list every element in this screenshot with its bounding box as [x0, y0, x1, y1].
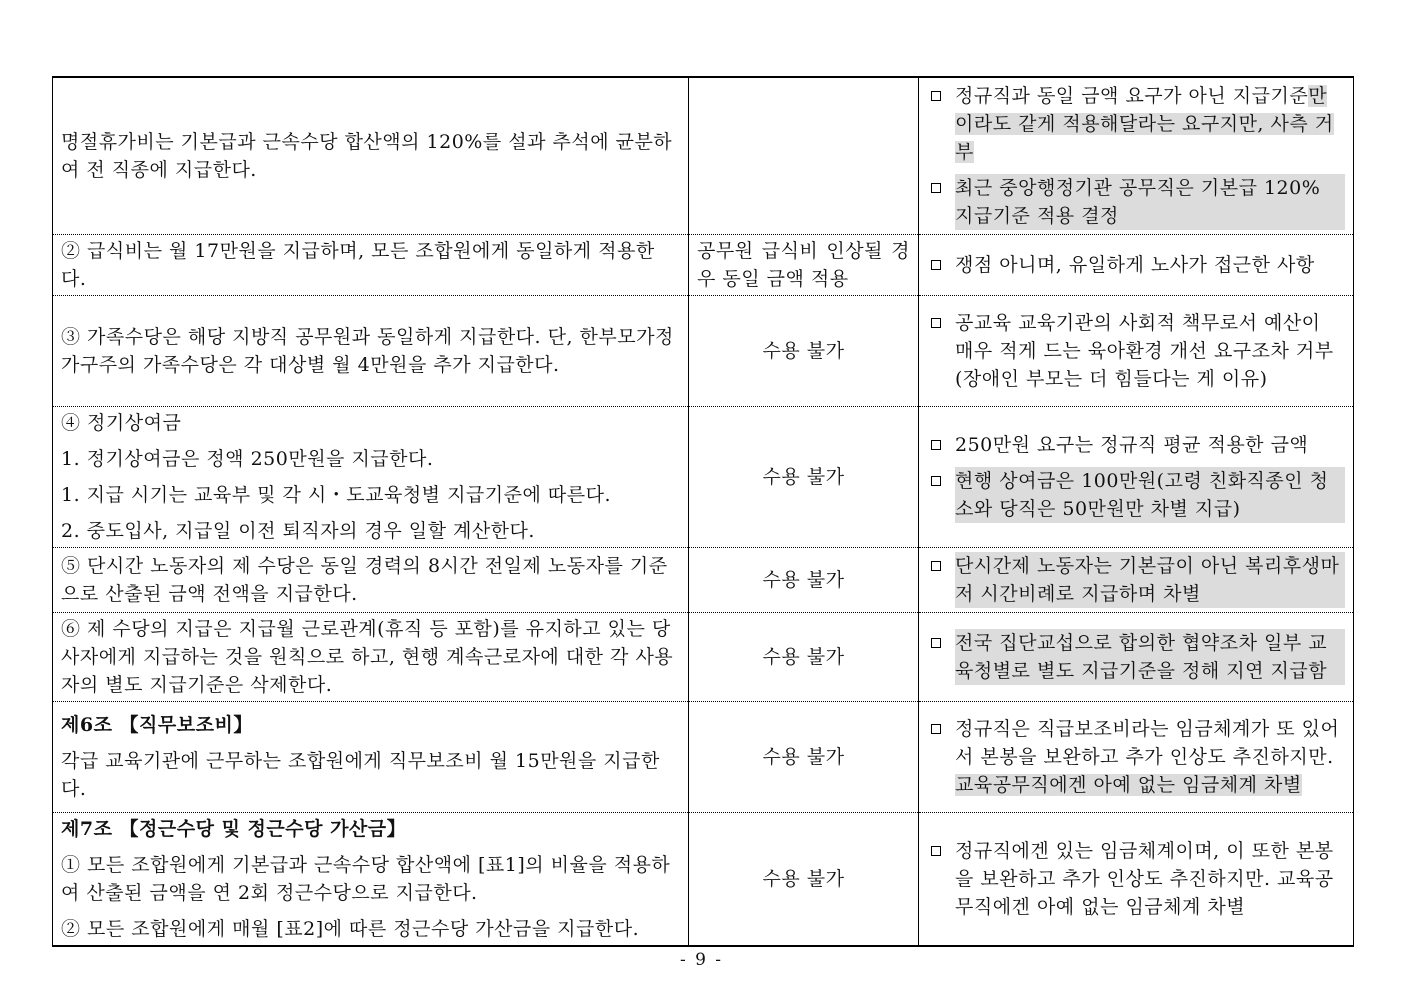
response-text: 수용 불가 — [762, 466, 845, 488]
response-text: 수용 불가 — [762, 746, 845, 768]
provision-text: 1. 지급 시기는 교육부 및 각 시・도교육청별 지급기준에 따른다. — [61, 484, 611, 506]
square-bullet-icon — [931, 260, 941, 270]
table-row — [53, 235, 1354, 296]
document-table — [52, 76, 1354, 947]
comment-text: 250만원 요구는 정규직 평균 적용한 금액 — [955, 434, 1309, 456]
response-text: 수용 불가 — [762, 646, 845, 668]
comment-item — [929, 552, 1345, 608]
response-text: 수용 불가 — [762, 569, 845, 591]
comment-item: 정규직은 직급보조비라는 임금체계가 또 있어서 본봉을 보완하고 추가 인상도 추진하지만. 교육공무직에겐 아예 없는 임금체계 차별 — [929, 715, 1345, 799]
provision-title: ④ 정기상여금 — [61, 412, 182, 434]
response-text: 공무원 급식비 인상될 경우 동일 금액 적용 — [697, 240, 910, 290]
square-bullet-icon — [931, 440, 941, 450]
provision-text: ② 급식비는 월 17만원을 지급하며, 모든 조합원에게 동일하게 적용한다. — [61, 240, 655, 290]
table-row — [53, 813, 1354, 947]
provision-text: ⑥ 제 수당의 지급은 지급월 근로관계(휴직 등 포함)를 유지하고 있는 당사자에게 지급하는 것을 원칙으로 하고, 현행 계속근로자에 대한 각 사용자의 별도 지급기준은 삭제한다. — [61, 618, 674, 696]
square-bullet-icon — [931, 476, 941, 486]
provision-text: 명절휴가비는 기본급과 근속수당 합산액의 120%를 설과 추석에 균분하여 전 직종에 지급한다. — [61, 131, 673, 181]
response-text: 수용 불가 — [762, 340, 845, 362]
provision-text: 2. 중도입사, 지급일 이전 퇴직자의 경우 일할 계산한다. — [61, 520, 535, 542]
provision-text: ② 모든 조합원에게 매월 [표2]에 따른 정근수당 가산금을 지급한다. — [61, 918, 640, 940]
article-title: 제6조 【직무보조비】 — [61, 714, 253, 736]
square-bullet-icon — [931, 318, 941, 328]
response-text — [689, 154, 918, 158]
comment-text: 단시간제 노동자는 기본급이 아닌 복리후생마저 시간비례로 지급하며 차별 — [955, 552, 1345, 608]
comment-item — [929, 251, 1345, 279]
comment-item — [929, 309, 1345, 393]
table-row — [53, 613, 1354, 702]
comment-text: 공교육 교육기관의 사회적 책무로서 예산이 매우 적게 드는 육아환경 개선 요구조차 거부(장애인 부모는 더 힘들다는 게 이유) — [955, 312, 1334, 390]
page-number: - 9 - — [679, 950, 724, 970]
comment-text: 전국 집단교섭으로 합의한 협약조차 일부 교육청별로 별도 지급기준을 정해 지연 지급함 — [955, 629, 1345, 685]
provision-text: ⑤ 단시간 노동자의 제 수당은 동일 경력의 8시간 전일제 노동자를 기준으로 산출된 금액 전액을 지급한다. — [61, 555, 668, 605]
square-bullet-icon — [931, 846, 941, 856]
response-text: 수용 불가 — [762, 868, 845, 890]
square-bullet-icon — [931, 183, 941, 193]
provision-text: 1. 정기상여금은 정액 250만원을 지급한다. — [61, 448, 434, 470]
provision-text: ① 모든 조합원에게 기본급과 근속수당 합산액에 [표1]의 비율을 적용하여 산출된 금액을 연 2회 정근수당으로 지급한다. — [61, 854, 671, 904]
comment-item — [929, 431, 1345, 459]
table-row — [53, 77, 1354, 235]
comment-item — [929, 629, 1345, 685]
square-bullet-icon — [931, 91, 941, 101]
comment-item: 정규직과 동일 금액 요구가 아닌 지급기준만이라도 같게 적용해달라는 요구지만, 사측 거부 — [929, 82, 1345, 166]
comment-text: 현행 상여금은 100만원(고령 친화직종인 청소와 당직은 50만원만 차별 지급) — [955, 467, 1345, 523]
comment-item — [929, 837, 1345, 921]
table-row — [53, 407, 1354, 548]
comment-text: 쟁점 아니며, 유일하게 노사가 접근한 사항 — [955, 254, 1315, 276]
square-bullet-icon — [931, 724, 941, 734]
table-row — [53, 702, 1354, 813]
comment-item — [929, 174, 1345, 230]
comment-item — [929, 467, 1345, 523]
provision-text: 각급 교육기관에 근무하는 조합원에게 직무보조비 월 15만원을 지급한다. — [61, 750, 660, 800]
provision-text: ③ 가족수당은 해당 지방직 공무원과 동일하게 지급한다. 단, 한부모가정 가구주의 가족수당은 각 대상별 월 4만원을 추가 지급한다. — [61, 326, 674, 376]
table-row — [53, 548, 1354, 613]
square-bullet-icon — [931, 561, 941, 571]
article-title: 제7조 【정근수당 및 정근수당 가산금】 — [61, 818, 407, 840]
square-bullet-icon — [931, 638, 941, 648]
table-row — [53, 296, 1354, 407]
comment-text: 최근 중앙행정기관 공무직은 기본급 120% 지급기준 적용 결정 — [955, 174, 1345, 230]
comment-text: 정규직에겐 있는 임금체계이며, 이 또한 본봉을 보완하고 추가 인상도 추진하지만. 교육공무직에겐 아예 없는 임금체계 차별 — [955, 840, 1334, 918]
